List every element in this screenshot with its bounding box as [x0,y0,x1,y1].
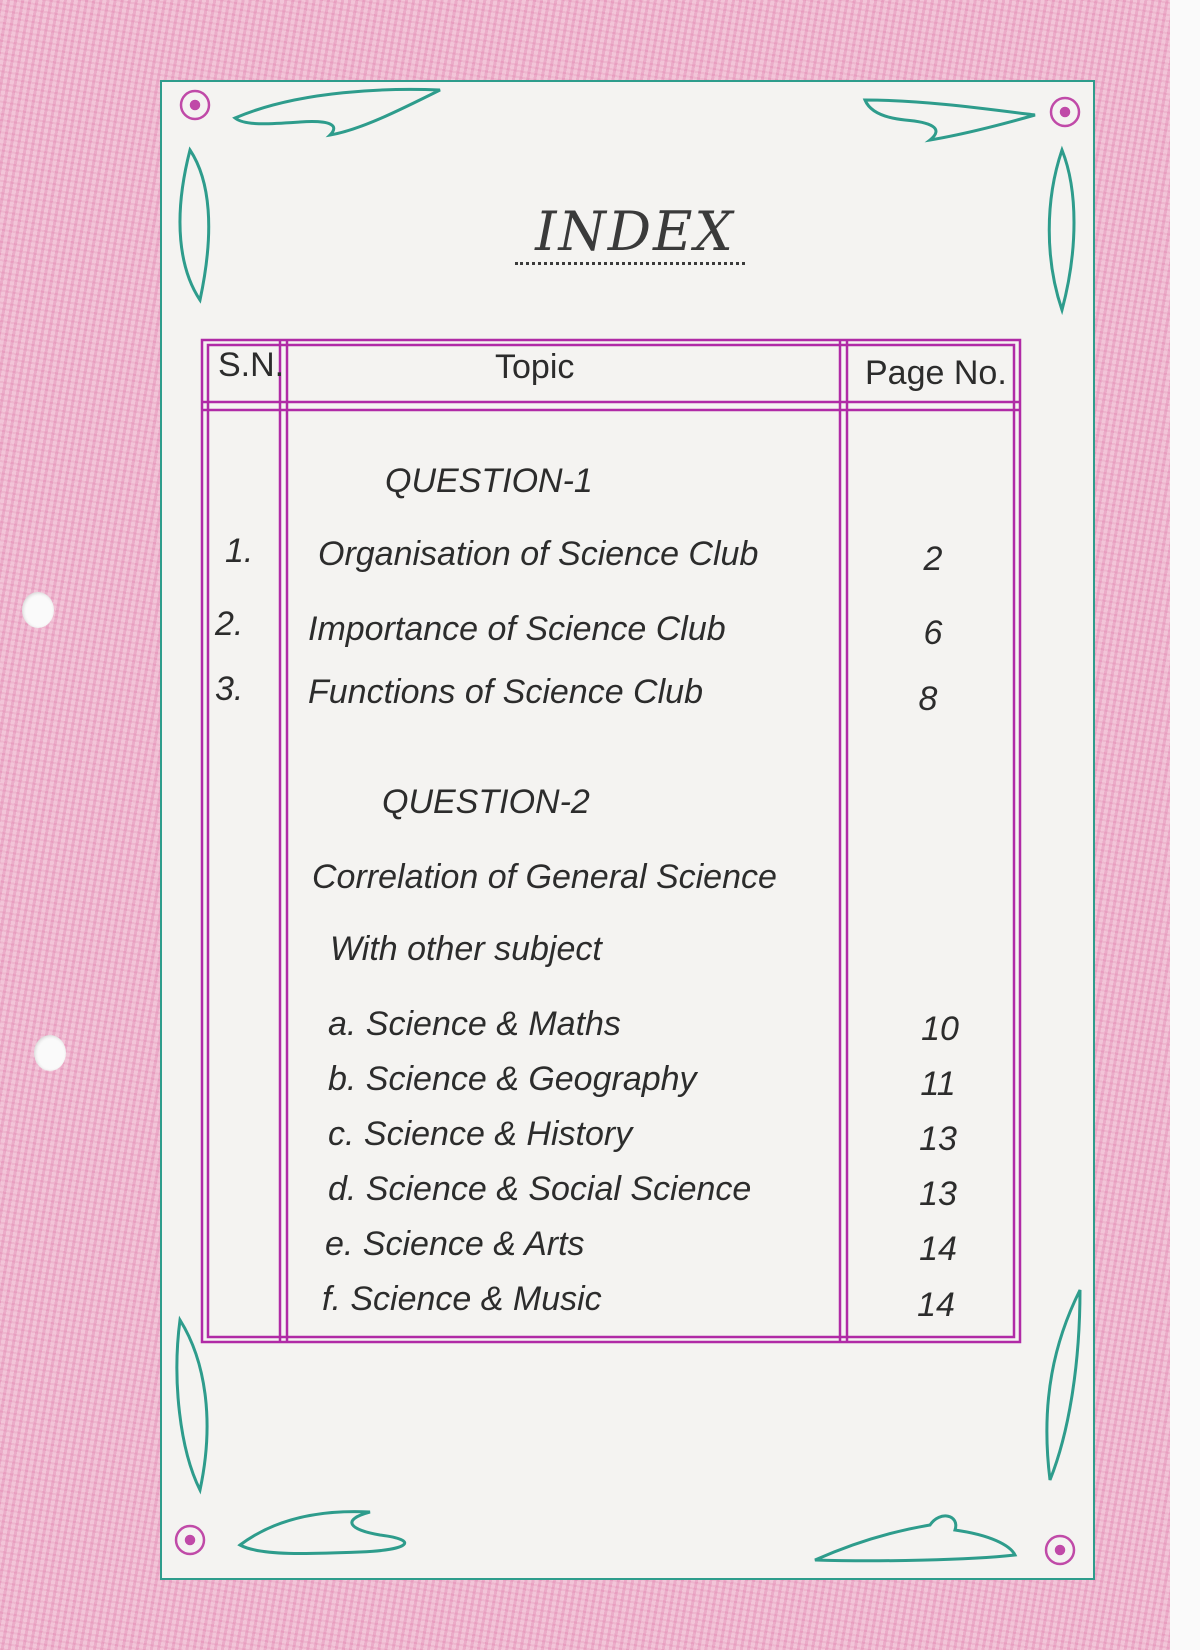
row-topic: f. Science & Music [322,1280,602,1318]
header-sn: S.N. [218,346,285,384]
row-page: 2 [923,540,943,578]
row-page: 14 [919,1230,957,1268]
row-topic: Correlation of General Science [312,858,777,896]
page-title: INDEX [535,200,735,263]
header-page-no: Page No. [865,354,1007,392]
row-topic: Functions of Science Club [308,673,703,711]
section-heading: QUESTION-2 [382,783,590,821]
row-topic: d. Science & Social Science [328,1170,752,1208]
row-topic: a. Science & Maths [328,1005,621,1043]
row-sn: 1. [225,532,254,570]
header-topic: Topic [495,348,575,386]
row-topic: With other subject [330,930,602,968]
row-page: 13 [919,1120,957,1158]
row-topic: Organisation of Science Club [318,535,759,573]
row-page: 13 [919,1175,957,1213]
row-topic: b. Science & Geography [328,1060,697,1098]
row-page: 11 [920,1065,956,1103]
section-heading: QUESTION-1 [385,462,593,500]
row-page: 8 [918,680,938,718]
row-topic: c. Science & History [328,1115,633,1153]
row-topic: e. Science & Arts [325,1225,585,1263]
row-sn: 2. [215,605,244,643]
row-topic: Importance of Science Club [308,610,726,648]
row-page: 14 [917,1286,955,1324]
row-page: 6 [923,614,943,652]
row-sn: 3. [215,670,244,708]
row-page: 10 [921,1010,959,1048]
